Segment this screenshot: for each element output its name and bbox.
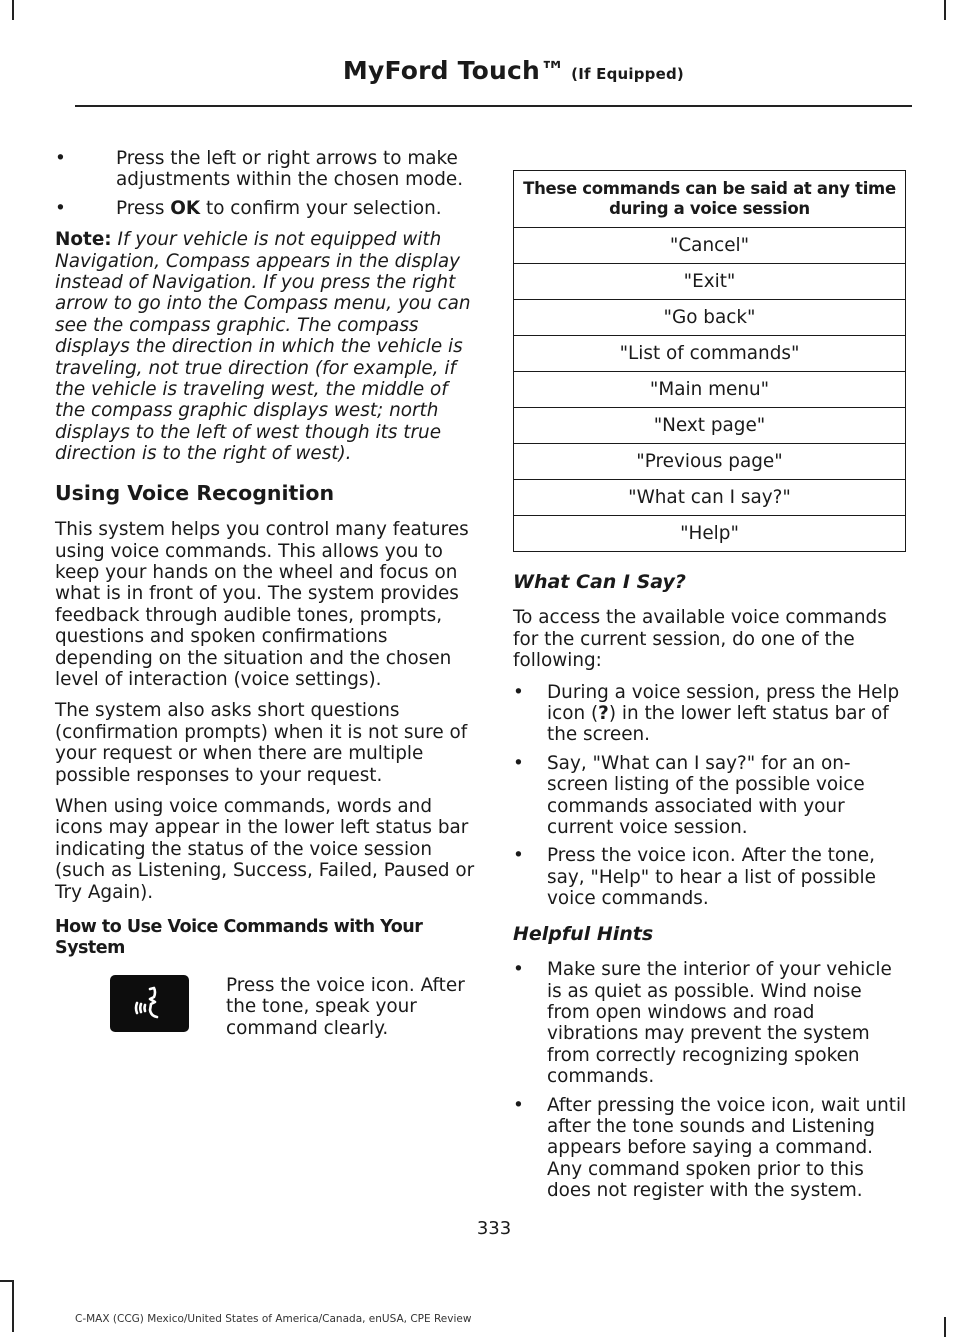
bullet-marker: • [513,845,524,867]
section-heading-voice-recognition: Using Voice Recognition [55,480,335,505]
bullet-text-after: to confirm your selection. [200,197,442,219]
voice-icon [110,975,189,1032]
table-row [514,444,906,480]
note-label: Note: [55,229,112,251]
page-title [343,56,684,85]
paragraph: To access the available voice commands for the current session, do one of the following: [513,607,887,672]
page-title-subtitle: (If Equipped) [571,65,684,83]
voice-icon-graphic [110,975,189,1032]
bullet-text: Make sure the interior of your vehicle is as quiet as possible. Wind noise from open windows and road vibrations may prevent the system from correctly recognizing spoken commands. [547,959,892,1088]
bullet-help-icon [513,682,908,746]
bullet-text-before: Press [116,197,171,219]
table-cell: "Next page" [514,408,906,444]
bullet-marker: • [513,681,524,703]
crop-mark-bottom-right [944,1317,946,1337]
page-title-main: MyFord Touch™ [342,56,566,85]
table-cell: "Previous page" [514,444,906,480]
table-cell: "Cancel" [514,228,906,264]
crop-mark-top-right [944,0,946,20]
table-cell: "Main menu" [514,372,906,408]
table-row [514,516,906,552]
table-row [514,300,906,336]
left-column [55,148,475,1039]
subheading-how-to-use: How to Use Voice Commands with Your System [55,917,423,958]
bullet-text: Say, "What can I say?" for an on-screen listing of the possible voice commands associated with your current voice session. [547,752,865,839]
bullet-text: Press the left or right arrows to make adjustments within the chosen mode. [116,148,464,191]
table-row [514,408,906,444]
page-number: 333 [476,1218,512,1239]
bullet-text: Press the voice icon. After the tone, say, "Help" to hear a list of possible voice commands. [547,845,876,910]
bullet-text-before: During a voice session, press the Help icon ( [547,681,900,725]
bullet-ok [55,198,475,219]
header-rule [75,105,912,107]
bullet-marker: • [55,197,66,219]
right-column [513,572,908,1209]
crop-mark-top-left [12,0,14,20]
bullet-arrows [55,148,475,191]
table-cell: "Help" [514,516,906,552]
table-row [514,264,906,300]
table-row [514,228,906,264]
table-row [514,480,906,516]
table-cell: "What can I say?" [514,480,906,516]
bullet-say-what-can-i-say [513,753,908,839]
help-icon: ? [598,703,609,725]
paragraph: When using voice commands, words and icons may appear in the lower left status bar indicating the status of the voice session (such as Listening, Success, Failed, Paused or Try Again). [55,795,475,903]
table-cell: "Go back" [514,300,906,336]
voice-instruction-row [55,975,475,1039]
table-header: These commands can be said at any time during a voice session [514,171,906,228]
voice-instruction-text: Press the voice icon. After the tone, speak your command clearly. [226,975,465,1039]
bullet-say-help [513,845,908,909]
paragraph: This system helps you control many features using voice commands. This allows you to keep your hands on the wheel and focus on what is in front of you. The system provides feedback through audible tones, prompts, questions and spoken confirmations depending on the situation and the chosen level of interaction (voice settings). [55,519,469,690]
paragraph: The system also asks short questions (confirmation prompts) when it is not sure of your request or when there are multiple possible responses to your request. [55,700,468,786]
crop-mark-bottom-left-v [12,1282,14,1332]
table-header-row [514,171,906,228]
table-cell: "List of commands" [514,336,906,372]
table-row [514,336,906,372]
bullet-marker: • [513,752,524,774]
bullet-text-after: ) in the lower left status bar of the screen. [547,703,889,746]
bullet-hint-wait [513,1095,908,1202]
bullet-marker: • [513,1094,524,1116]
note-text: If your vehicle is not equipped with Navigation, Compass appears in the display instead of Navigation. If you press the right arrow to go into the Compass menu, you can see the compass graphic. The compass displays the direction in which the vehicle is traveling, not true direction (for example, if the vehicle is traveling west, the middle of the compass graphic displays west; north displays to the left of west though its true direction is to the right of west). [55,229,471,465]
voice-commands-table [513,170,906,552]
bullet-text: After pressing the voice icon, wait until after the tone sounds and Listening appears before saying a command. Any command spoken prior to this does not register with the system. [547,1094,907,1202]
section-heading-what-can-i-say: What Can I Say? [513,571,686,593]
table-cell: "Exit" [514,264,906,300]
bullet-hint-quiet [513,959,908,1087]
table-row [514,372,906,408]
footer-text: C-MAX (CCG) Mexico/United States of America/Canada, enUSA, CPE Review [75,1313,472,1325]
bullet-marker: • [513,959,524,981]
bullet-marker: • [55,148,66,169]
section-heading-helpful-hints: Helpful Hints [513,922,654,945]
note-paragraph [55,229,475,464]
ok-key-label: OK [170,197,201,219]
